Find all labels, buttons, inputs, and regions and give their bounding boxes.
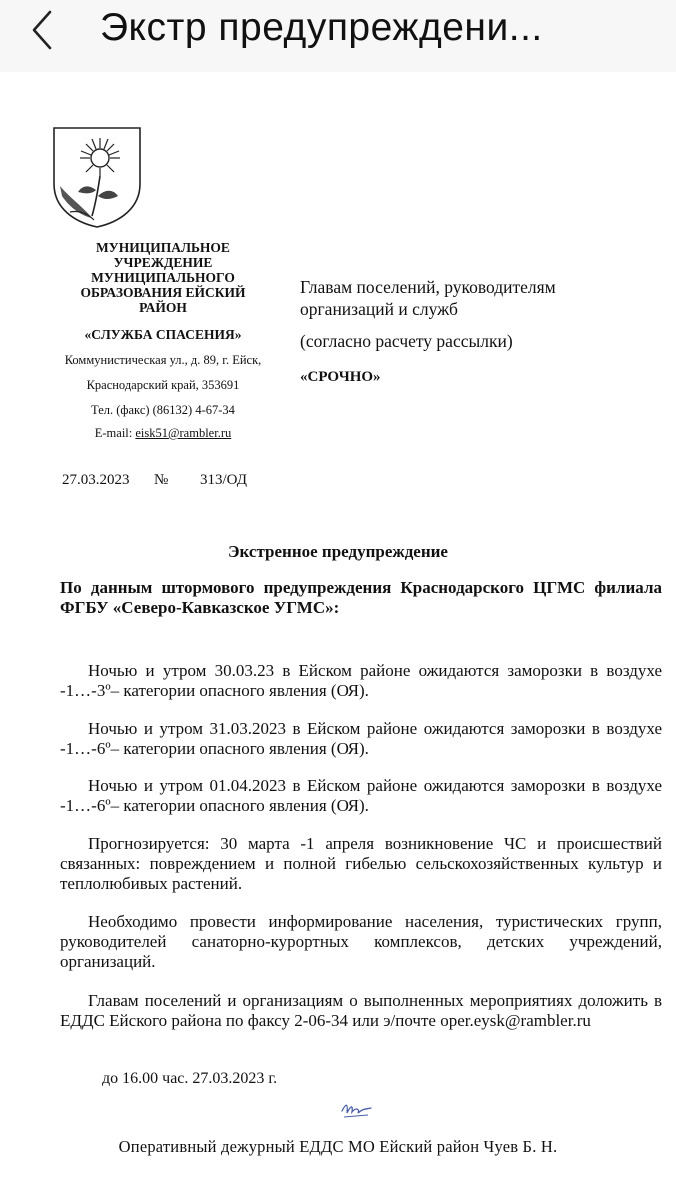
recipients-to: Главам поселений, руководителям организаций и служб [300, 277, 556, 319]
intro-paragraph: По данным штормового предупреждения Краснодарского ЦГМС филиала ФГБУ «Северо-Кавказское УГМС»: [60, 578, 662, 617]
paragraph-3: Ночью и утром 01.04.2023 в Ейском районе ожидаются заморозки в воздухе -1…-6º– категории опасного явления (ОЯ). [60, 776, 662, 815]
address-line-2: Краснодарский край, 353691 [86, 378, 240, 392]
org-name: МУНИЦИПАЛЬНОЕ УЧРЕЖДЕНИЕ МУНИЦИПАЛЬНОГО ОБРАЗОВАНИЯ ЕЙСКИЙ РАЙОН [80, 240, 246, 315]
paragraph-4: Прогнозируется: 30 марта -1 апреля возникновение ЧС и происшествий связанных: повреждением и полной гибелью сельскохозяйственных культур и теплолюбивых растений. [60, 834, 662, 893]
paragraph-6: Главам поселений и организациям о выполненных мероприятиях доложить в ЕДДС Ейского района по факсу 2-06-34 или э/почте oper.eysk@rambler.ru [60, 991, 662, 1030]
document-date: 27.03.2023 [62, 472, 130, 488]
document-reference [62, 472, 262, 489]
chevron-left-icon [31, 10, 53, 50]
email-link[interactable]: eisk51@rambler.ru [135, 426, 232, 440]
urgent-label: «СРОЧНО» [300, 369, 381, 385]
letterhead [60, 240, 266, 441]
number-sign: № [154, 472, 169, 488]
phone-line: Тел. (факс) (86132) 4-67-34 [91, 403, 235, 417]
email-line [60, 426, 266, 441]
signature-icon [338, 1097, 374, 1121]
paragraph-1: Ночью и утром 30.03.23 в Ейском районе ожидаются заморозки в воздухе -1…-3º– категории опасного явления (ОЯ). [60, 661, 662, 700]
email-label: E-mail: [94, 426, 136, 440]
back-button[interactable] [22, 6, 62, 54]
app-header [0, 0, 676, 72]
paragraph-5: Необходимо провести информирование населения, туристических групп, руководителей санаторно-курортных комплексов, детских учреждений, организаций. [60, 912, 662, 971]
signer-line: Оперативный дежурный ЕДДС МО Ейский район Чуев Б. Н. [118, 1137, 558, 1156]
recipients-block [300, 276, 620, 388]
recipients-note: (согласно расчету рассылки) [300, 331, 513, 351]
page-title: Экстр предупреждени... [100, 6, 543, 49]
document-title: Экстренное предупреждение [228, 542, 448, 561]
deadline-text: до 16.00 час. 27.03.2023 г. [102, 1070, 278, 1087]
address-line-1: Коммунистическая ул., д. 89, г. Ейск, [64, 353, 262, 367]
coat-of-arms-icon [48, 124, 146, 228]
paragraph-2: Ночью и утром 31.03.2023 в Ейском районе ожидаются заморозки в воздухе -1…-6º– категории опасного явления (ОЯ). [60, 719, 662, 758]
document-number: 313/ОД [200, 472, 247, 488]
org-subtitle: «СЛУЖБА СПАСЕНИЯ» [84, 327, 242, 342]
